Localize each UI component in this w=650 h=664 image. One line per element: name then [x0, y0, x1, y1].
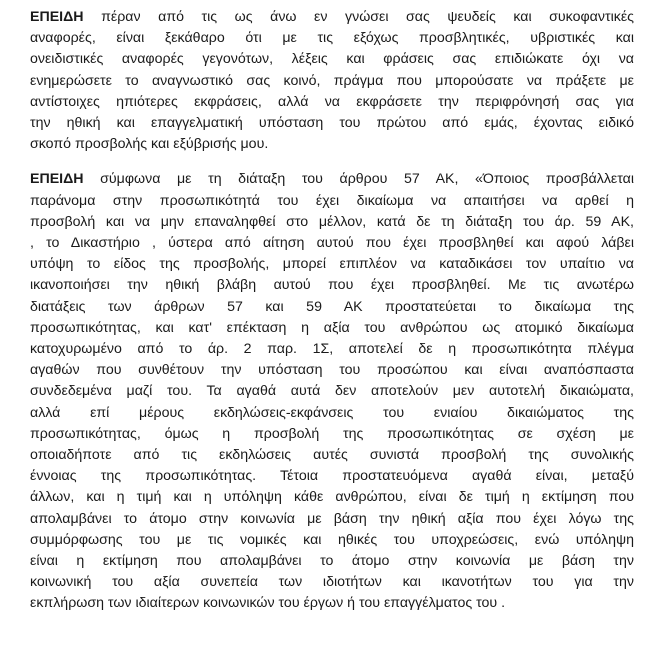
line-text: σύμφωνα με τη διάταξη του άρθρου 57 ΑΚ, «Όποιος προσβάλλεται: [83, 171, 634, 188]
line-text: ονειδιστικές αναφορές γεγονότων, λέξεις και φράσεις σας επιδιώκατε όχι να: [30, 51, 634, 68]
document-body: [30, 0, 634, 615]
text-line: [30, 113, 634, 134]
line-text: ενημερώσετε το αναγνωστικό σας κοινό, πράγμα που μπορούσατε να πράξετε με: [30, 72, 634, 89]
line-text: την ηθική και επαγγελματική υπόσταση του πρώτου από εμάς, έχοντας ειδικό: [30, 115, 634, 132]
line-text: άλλων, και η τιμή και η υπόληψη κάθε ανθρώπου, είναι δε τιμή η εκτίμηση που: [30, 489, 634, 506]
text-line: [30, 233, 634, 254]
text-line: [30, 572, 634, 593]
line-text: υπόψη το είδος της προσβολής, μπορεί επιπλέον να καταδικάσει τον υπαίτιο να: [30, 256, 634, 273]
text-line: [30, 212, 634, 233]
line-text: έννοιας της προσωπικότητας. Τέτοια προστατευόμενα αγαθά είναι, μεταξύ: [30, 468, 634, 485]
text-line: [30, 49, 634, 70]
text-line: [30, 169, 634, 190]
line-text: αναφορές, είναι ξεκάθαρο ότι με τις εξόχως προσβλητικές, υβριστικές και: [30, 30, 634, 47]
paragraph-1: [30, 0, 634, 155]
text-line: [30, 551, 634, 572]
paragraph-lead-word: ΕΠΕΙΔΗ: [30, 9, 84, 25]
text-line: [30, 7, 634, 28]
line-text: προσβολή και να μην επαναληφθεί στο μέλλον, κατά δε τη διάταξη του άρ. 59 ΑΚ,: [30, 213, 634, 230]
text-line: [30, 509, 634, 530]
line-text: συμμόρφωσης του με τις νομικές και ηθικές του υποχρεώσεις, ενώ υπόληψη: [30, 531, 634, 548]
text-line: [30, 403, 634, 424]
line-text: ικανοποιήσει την ηθική βλάβη αυτού που έχει προσβληθεί. Με τις ανωτέρω: [30, 277, 634, 294]
line-text: παράνομα στην προσωπικότητά του έχει δικαίωμα να απαιτήσει να αρθεί η: [30, 192, 634, 209]
text-line: [30, 424, 634, 445]
text-line: [30, 360, 634, 381]
text-line: [30, 28, 634, 49]
line-text: προσωπικότητας, όμως η προσβολή της προσωπικότητας σε σχέση με: [30, 425, 634, 442]
text-line: [30, 318, 634, 339]
line-text: σκοπό προσβολής και εξύβρισής μου.: [30, 136, 269, 153]
line-text: προσωπικότητας, και κατ' επέκταση η αξία του ανθρώπου ως ατομικό δικαίωμα: [30, 319, 634, 336]
text-line: [30, 275, 634, 296]
line-text: αγαθών που συνθέτουν την υπόσταση του προσώπου και είναι αναπόσπαστα: [30, 362, 634, 379]
line-text: οποιαδήποτε από τις εκδηλώσεις αυτές συνιστά προσβολή της συνολικής: [30, 447, 634, 464]
text-line: [30, 381, 634, 402]
text-line: [30, 297, 634, 318]
paragraph-lead-word: ΕΠΕΙΔΗ: [30, 171, 84, 188]
line-text: πέραν από τις ως άνω εν γνώσει σας ψευδείς και συκοφαντικές: [83, 9, 634, 25]
line-text: αλλά επί μέρους εκδηλώσεις-εκφάνσεις του ενιαίου δικαιώματος της: [30, 404, 634, 421]
line-text: είναι η εκτίμηση που απολαμβάνει το άτομο στην κοινωνία με βάση την: [30, 553, 634, 570]
line-text: αντίστοιχες ηπιότερες εκφράσεις, αλλά να εκφράσετε την περιφρόνησή σας για: [30, 93, 634, 110]
text-line: [30, 191, 634, 212]
line-text: απολαμβάνει το άτομο στην κοινωνία με βάση την ηθική αξία που έχει λόγω της: [30, 510, 634, 527]
line-text: εκπλήρωση των ιδιαίτερων κοινωνικών του έργων ή του επαγγέλματος του .: [30, 595, 506, 612]
line-text: , το Δικαστήριο , ύστερα από αίτηση αυτού που έχει προσβληθεί και αφού λάβει: [30, 235, 634, 252]
line-text: κατοχυρωμένο από το άρ. 2 παρ. 1Σ, αποτελεί δε η προσωπικότητα πλέγμα: [30, 341, 634, 358]
text-line: [30, 134, 634, 155]
text-line: [30, 530, 634, 551]
text-line: [30, 593, 634, 614]
text-line: [30, 71, 634, 92]
line-text: κοινωνική του αξία συνεπεία των ιδιοτήτων και ικανοτήτων του για την: [30, 574, 634, 591]
paragraph-2: [30, 169, 634, 614]
line-text: συνδεδεμένα μαζί του. Τα αγαθά αυτά δεν αποτελούν μεν αυτοτελή δικαιώματα,: [30, 383, 634, 400]
text-line: [30, 487, 634, 508]
text-line: [30, 445, 634, 466]
text-line: [30, 339, 634, 360]
text-line: [30, 466, 634, 487]
line-text: διατάξεις των άρθρων 57 και 59 ΑΚ προστατεύεται το δικαίωμα της: [30, 298, 634, 315]
text-line: [30, 92, 634, 113]
text-line: [30, 254, 634, 275]
